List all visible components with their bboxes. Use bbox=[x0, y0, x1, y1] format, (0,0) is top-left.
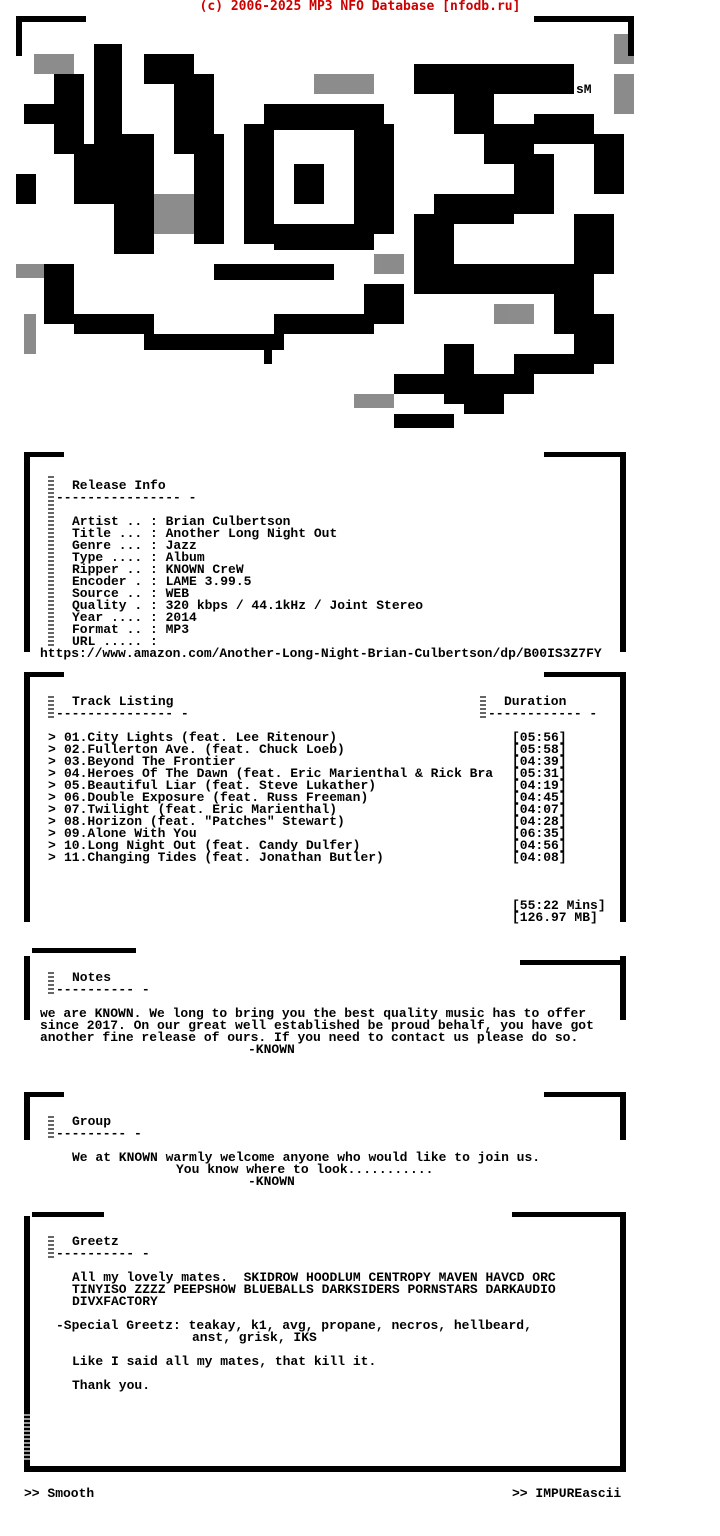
greetz-rule: ---------- - bbox=[56, 1246, 150, 1261]
greetz-heading: Greetz bbox=[72, 1234, 119, 1249]
track-listing-heading: Track Listing bbox=[72, 694, 174, 709]
track-arrow-icon: > bbox=[48, 790, 56, 805]
track-listing-rule: --------------- - bbox=[56, 706, 189, 721]
info-line-source: Source .. : WEB bbox=[72, 586, 190, 601]
track-title: 09.Alone With You bbox=[64, 826, 197, 841]
greetz-closing: Like I said all my mates, that kill it. bbox=[72, 1354, 377, 1369]
info-line-artist: Artist .. : Brian Culbertson bbox=[72, 514, 291, 529]
greetz-line-1: All my lovely mates. SKIDROW HOODLUM CENTROPY MAVEN HAVCD ORC bbox=[72, 1270, 556, 1285]
track-arrow-icon: > bbox=[48, 802, 56, 817]
footer-credit-left: >> Smooth bbox=[24, 1486, 95, 1501]
group-rule: --------- - bbox=[56, 1126, 142, 1141]
notes-line-2: since 2017. On our great well established be proud behalf, you have got bbox=[40, 1018, 594, 1033]
track-title: 03.Beyond The Frontier bbox=[64, 754, 236, 769]
track-duration: [05:58] bbox=[512, 742, 567, 757]
track-arrow-icon: > bbox=[48, 742, 56, 757]
track-title: 05.Beautiful Liar (feat. Steve Lukather) bbox=[64, 778, 377, 793]
info-line-year: Year .... : 2014 bbox=[72, 610, 197, 625]
notes-line-1: we are KNOWN. We long to bring you the best quality music has to offer bbox=[40, 1006, 587, 1021]
track-title: 06.Double Exposure (feat. Russ Freeman) bbox=[64, 790, 369, 805]
greetz-thanks: Thank you. bbox=[72, 1378, 151, 1393]
info-line-genre: Genre ... : Jazz bbox=[72, 538, 197, 553]
track-title: 10.Long Night Out (feat. Candy Dulfer) bbox=[64, 838, 361, 853]
site-header: (c) 2006-2025 MP3 NFO Database [nfodb.ru] bbox=[199, 0, 521, 14]
track-duration: [06:35] bbox=[512, 826, 567, 841]
total-size: [126.97 MB] bbox=[512, 910, 598, 925]
track-arrow-icon: > bbox=[48, 838, 56, 853]
track-arrow-icon: > bbox=[48, 850, 56, 865]
track-duration: [04:45] bbox=[512, 790, 567, 805]
track-duration: [04:08] bbox=[512, 850, 567, 865]
info-line-quality: Quality . : 320 kbps / 44.1kHz / Joint Stereo bbox=[72, 598, 424, 613]
duration-heading: Duration bbox=[504, 694, 567, 709]
track-arrow-icon: > bbox=[48, 730, 56, 745]
group-heading: Group bbox=[72, 1114, 112, 1129]
special-greetz-line-1: -Special Greetz: teakay, k1, avg, propane, necros, hellbeard, bbox=[56, 1318, 532, 1333]
info-line-ripper: Ripper .. : KNOWN CreW bbox=[72, 562, 244, 577]
info-line-url: URL ..... : bbox=[72, 634, 158, 649]
duration-rule: ------------ - bbox=[488, 706, 598, 721]
track-duration: [05:31] bbox=[512, 766, 567, 781]
notes-rule: ---------- - bbox=[56, 982, 150, 997]
group-line-1: We at KNOWN warmly welcome anyone who would like to join us. bbox=[72, 1150, 541, 1165]
notes-heading: Notes bbox=[72, 970, 112, 985]
greetz-line-3: DIVXFACTORY bbox=[72, 1294, 158, 1309]
track-title: 01.City Lights (feat. Lee Ritenour) bbox=[64, 730, 338, 745]
group-signature: -KNOWN bbox=[248, 1174, 295, 1189]
info-line-type: Type .... : Album bbox=[72, 550, 205, 565]
track-duration: [04:19] bbox=[512, 778, 567, 793]
release-url-link[interactable]: https://www.amazon.com/Another-Long-Night-Brian-Culbertson/dp/B00IS3Z7FY bbox=[40, 646, 602, 661]
total-time: [55:22 Mins] bbox=[512, 898, 606, 913]
track-arrow-icon: > bbox=[48, 814, 56, 829]
track-title: 08.Horizon (feat. "Patches" Stewart) bbox=[64, 814, 345, 829]
track-arrow-icon: > bbox=[48, 766, 56, 781]
info-line-format: Format .. : MP3 bbox=[72, 622, 190, 637]
release-info-rule: ---------------- - bbox=[56, 490, 197, 505]
track-duration: [04:07] bbox=[512, 802, 567, 817]
track-arrow-icon: > bbox=[48, 754, 56, 769]
track-arrow-icon: > bbox=[48, 826, 56, 841]
special-greetz-line-2: anst, grisk, IKS bbox=[192, 1330, 317, 1345]
track-title: 04.Heroes Of The Dawn (feat. Eric Marienthal & Rick Bra bbox=[64, 766, 494, 781]
release-info-heading: Release Info bbox=[72, 478, 166, 493]
notes-signature: -KNOWN bbox=[248, 1042, 295, 1057]
track-title: 07.Twilight (feat. Eric Marienthal) bbox=[64, 802, 338, 817]
track-title: 11.Changing Tides (feat. Jonathan Butler) bbox=[64, 850, 384, 865]
greetz-line-2: TINYISO ZZZZ PEEPSHOW BLUEBALLS DARKSIDERS PORNSTARS DARKAUDIO bbox=[72, 1282, 556, 1297]
track-duration: [04:56] bbox=[512, 838, 567, 853]
info-line-title: Title ... : Another Long Night Out bbox=[72, 526, 338, 541]
track-duration: [04:39] bbox=[512, 754, 567, 769]
group-line-2: You know where to look........... bbox=[176, 1162, 434, 1177]
track-duration: [05:56] bbox=[512, 730, 567, 745]
info-line-encoder: Encoder . : LAME 3.99.5 bbox=[72, 574, 252, 589]
notes-line-3: another fine release of ours. If you need to contact us please do so. bbox=[40, 1030, 579, 1045]
logo-tag: sM bbox=[576, 82, 592, 97]
track-duration: [04:28] bbox=[512, 814, 567, 829]
ascii-logo-art bbox=[14, 14, 644, 444]
track-arrow-icon: > bbox=[48, 778, 56, 793]
footer-credit-right: >> IMPUREascii bbox=[512, 1486, 622, 1501]
track-title: 02.Fullerton Ave. (feat. Chuck Loeb) bbox=[64, 742, 345, 757]
